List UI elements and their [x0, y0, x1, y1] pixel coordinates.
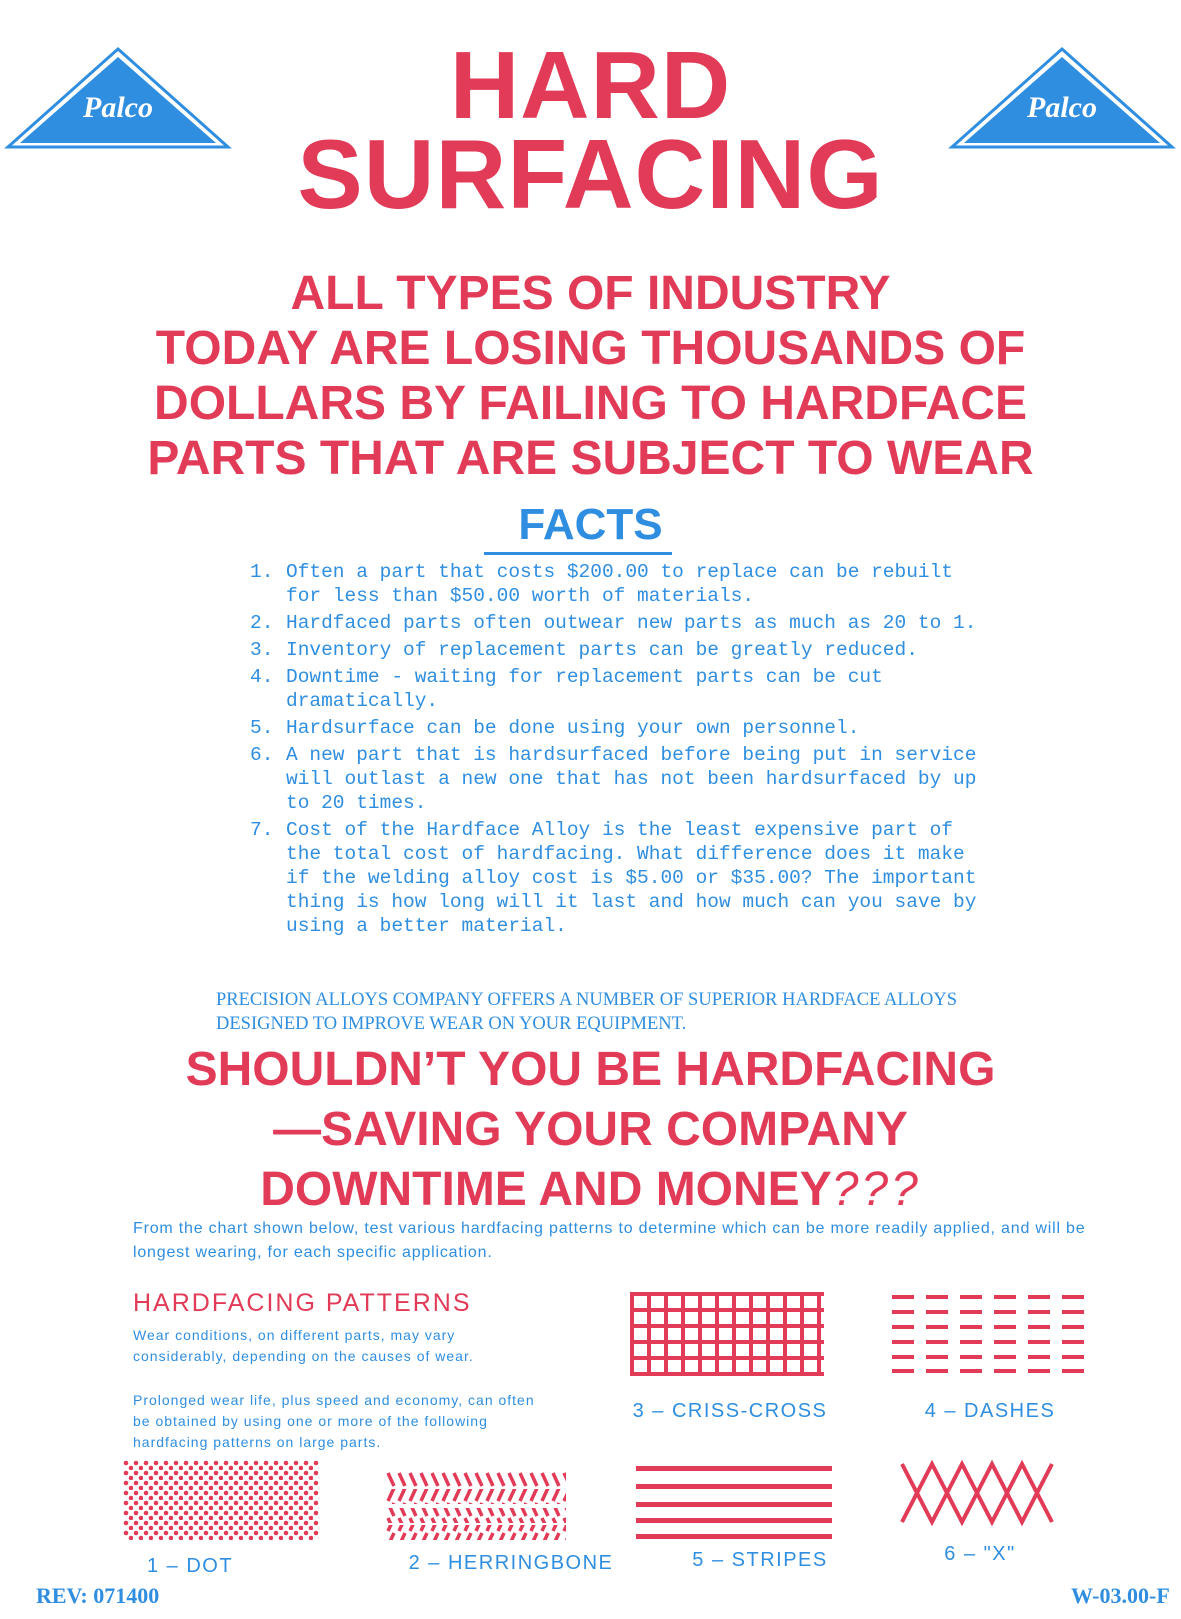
fact-text: Hardfaced parts often outwear new parts as much as 20 to 1.: [286, 612, 977, 634]
cta-question-marks: ???: [831, 1163, 921, 1216]
fact-text: Cost of the Hardface Alloy is the least expensive part of the total cost of hardfacing. What difference does it make if the welding alloy cost is $5.00 or $35.00? The important thing is how long will it last and how much can you save by using a better material.: [286, 819, 977, 937]
fact-number: 1.: [250, 561, 274, 583]
pattern-label-1: 1 – DOT: [146, 1555, 234, 1577]
headline: [0, 266, 1181, 486]
patterns-title: HARDFACING PATTERNS: [133, 1289, 472, 1317]
pattern-label-6: 6 – "X": [944, 1543, 1016, 1565]
pattern-label-5: 5 – STRIPES: [692, 1549, 828, 1571]
document-code: W-03.00-F: [1071, 1583, 1170, 1608]
facts-list: [250, 560, 990, 941]
fact-number: 3.: [250, 639, 274, 661]
fact-item: [250, 716, 990, 740]
pattern-label-2: 2 – HERRINGBONE: [408, 1552, 614, 1574]
pattern-label-4: 4 – DASHES: [924, 1400, 1056, 1422]
fact-item: [250, 818, 990, 938]
fact-number: 6.: [250, 744, 274, 766]
headline-line: DOLLARS BY FAILING TO HARDFACE: [154, 377, 1027, 430]
revision-label: REV: 071400: [36, 1583, 160, 1608]
x-pattern: [900, 1460, 1064, 1526]
patterns-paragraph-1: Wear conditions, on different parts, may vary considerably, depending on the causes of wear.: [133, 1327, 474, 1364]
fact-text: A new part that is hardsurfaced before being put in service will outlast a new one that has not been hardsurfaced by up to 20 times.: [286, 744, 977, 814]
fact-item: [250, 638, 990, 662]
fact-number: 7.: [250, 819, 274, 841]
fact-item: [250, 665, 990, 713]
cta-line: SHOULDN’T YOU BE HARDFACING: [185, 1043, 996, 1096]
cta-line: DOWNTIME AND MONEY: [260, 1163, 832, 1216]
offer-text: PRECISION ALLOYS COMPANY OFFERS A NUMBER OF SUPERIOR HARDFACE ALLOYS DESIGNED TO IMPROVE WEAR ON YOUR EQUIPMENT.: [216, 990, 958, 1034]
cta-line: —SAVING YOUR COMPANY: [273, 1103, 908, 1156]
headline-line: TODAY ARE LOSING THOUSANDS OF: [155, 322, 1026, 375]
logo-text: Palco: [1027, 91, 1097, 124]
title-line-1: HARD: [449, 32, 732, 139]
headline-line: ALL TYPES OF INDUSTRY: [290, 267, 891, 320]
pattern-label-3: 3 – CRISS-CROSS: [632, 1400, 828, 1422]
fact-text: Hardsurface can be done using your own personnel.: [286, 717, 860, 739]
fact-item: [250, 611, 990, 635]
dashes-pattern: [890, 1292, 1086, 1374]
dot-pattern: [123, 1460, 319, 1540]
logo-text: Palco: [83, 91, 153, 124]
fact-text: Inventory of replacement parts can be greatly reduced.: [286, 639, 918, 661]
criss-cross-pattern: [630, 1290, 826, 1378]
facts-heading: FACTS: [518, 500, 663, 549]
fact-text: Downtime - waiting for replacement parts can be cut dramatically.: [286, 666, 883, 712]
herringbone-pattern: [386, 1472, 566, 1542]
call-to-action: [0, 1040, 1181, 1220]
fact-item: [250, 560, 990, 608]
title-line-2: SURFACING: [297, 119, 884, 229]
fact-number: 4.: [250, 666, 274, 688]
fact-text: Often a part that costs $200.00 to replace can be rebuilt for less than $50.00 worth of materials.: [286, 561, 954, 607]
patterns-paragraph-2: Prolonged wear life, plus speed and economy, can often be obtained by using one or more of the following hardfacing patterns on large parts.: [133, 1392, 535, 1450]
stripes-pattern: [636, 1464, 832, 1540]
headline-line: PARTS THAT ARE SUBJECT TO WEAR: [147, 432, 1034, 485]
fact-item: [250, 743, 990, 815]
facts-underline: [484, 552, 672, 555]
chart-intro: From the chart shown below, test various hardfacing patterns to determine which can be more readily applied, and will be longest wearing, for each specific application.: [133, 1220, 1086, 1261]
fact-number: 2.: [250, 612, 274, 634]
fact-number: 5.: [250, 717, 274, 739]
cta-line-3: [0, 1160, 1181, 1220]
